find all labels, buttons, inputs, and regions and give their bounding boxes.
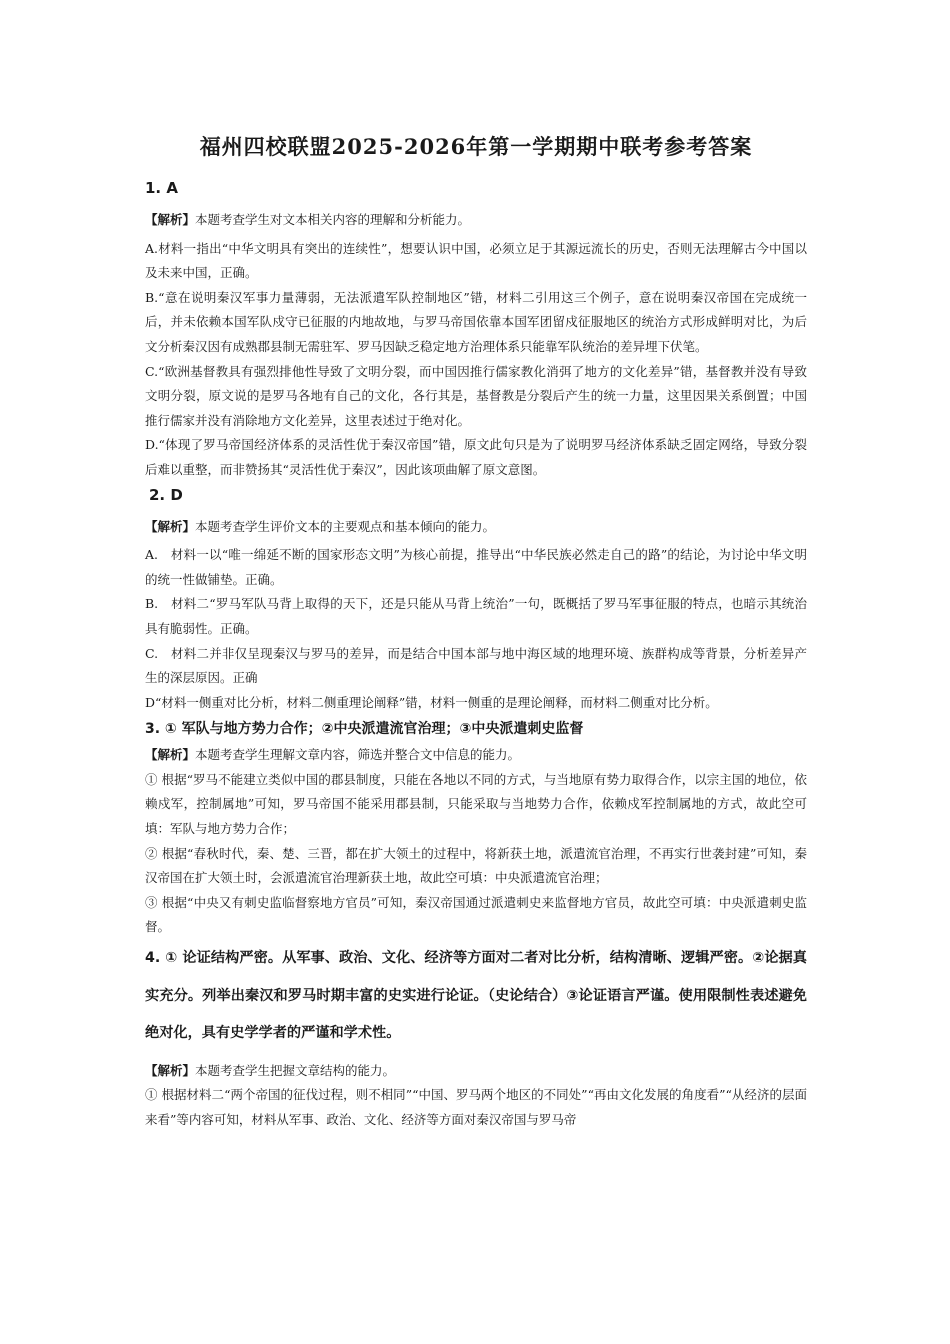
question-4-point-1: ① 根据材料二“两个帝国的征伐过程，则不相同”“中国、罗马两个地区的不同处”“再由文化发展的角度看”“从经济的层面来看”等内容可知，材料从军事、政治、文化、经济等方面对秦汉帝国与罗马帝 — [145, 1087, 807, 1127]
question-2-heading: 2. D — [149, 485, 183, 504]
question-1 — [145, 176, 807, 483]
question-4-analysis — [145, 1059, 807, 1084]
question-2-analysis — [145, 515, 807, 540]
question-2-option-b: B. 材料二“罗马军队马背上取得的天下，还是只能从马背上统治”一句，既概括了罗马军事征服的特点，也暗示其统治具有脆弱性。正确。 — [145, 596, 807, 636]
analysis-label: 【解析】 — [145, 1062, 196, 1078]
question-3-point-3: ③ 根据“中央又有刺史监临督察地方官员”可知，秦汉帝国通过派遣刺史来监督地方官员，故此空可填：中央派遣刺史监督。 — [145, 894, 807, 935]
analysis-label: 【解析】 — [145, 212, 196, 227]
question-4 — [145, 940, 807, 1132]
question-3-answer: 3. ① 军队与地方势力合作；②中央派遣流官治理；③中央派遣刺史监督 — [145, 721, 584, 738]
analysis-text: 本题考查学生理解文章内容，筛选并整合文中信息的能力。 — [195, 747, 521, 763]
question-3-point-1: ① 根据“罗马不能建立类似中国的郡县制度，只能在各地以不同的方式，与当地原有势力取得合作，以宗主国的地位，依赖戍军，控制属地”可知，罗马帝国不能采用郡县制，只能采取与当地势力合作，依赖戍军控制属地的方式，故此空可填：军队与地方势力合作； — [145, 771, 807, 837]
question-1-heading: 1. A — [145, 179, 178, 197]
document-content — [145, 130, 807, 1132]
question-4-answer: 4. ① 论证结构严密。从军事、政治、文化、经济等方面对二者对比分析，结构清晰、逻辑严密。②论据真实充分。列举出秦汉和罗马时期丰富的史实进行论证。（史论结合）③论证语言严谨。使用限制性表述避免绝对化，具有史学学者的严谨和学术性。 — [145, 950, 807, 1042]
question-1-option-c: C.“欧洲基督教具有强烈排他性导致了文明分裂，而中国因推行儒家教化消弭了地方的文化差异”错，基督教并没有导致文明分裂，原文说的是罗马各地有自己的文化，各行其是，基督教是分裂后产生的统一力量，这里因果关系倒置；中国推行儒家并没有消除地方文化差异，这里表述过于绝对化。 — [145, 363, 807, 428]
question-1-option-b: B.“意在说明秦汉军事力量薄弱，无法派遣军队控制地区”错，材料二引用这三个例子，意在说明秦汉帝国在完成统一后，并未依赖本国军队戍守已征服的内地故地，与罗马帝国依靠本国军团留戍征服地区的统治方式形成鲜明对比，为后文分析秦汉因有成熟郡县制无需驻军、罗马因缺乏稳定地方治理体系只能靠军队统治的差异埋下伏笔。 — [145, 289, 807, 354]
analysis-label: 【解析】 — [145, 518, 196, 534]
question-1-analysis — [145, 208, 807, 233]
question-1-option-a: A.材料一指出“中华文明具有突出的连续性”，想要认识中国，必须立足于其源远流长的历史，否则无法理解古今中国以及未来中国，正确。 — [145, 240, 807, 281]
question-3 — [145, 715, 807, 940]
question-2-option-d: D“材料一侧重对比分析，材料二侧重理论阐释”错，材料一侧重的是理论阐释，而材料二侧重对比分析。 — [145, 694, 718, 710]
question-1-option-d: D.“体现了罗马帝国经济体系的灵活性优于秦汉帝国”错，原文此句只是为了说明罗马经济体系缺乏固定网络，导致分裂后难以重整，而非赞扬其“灵活性优于秦汉”，因此该项曲解了原文意图。 — [145, 437, 807, 477]
question-3-analysis — [145, 743, 807, 768]
question-2-option-a: A. 材料一以“唯一绵延不断的国家形态文明”为核心前提，推导出“中华民族必然走自己的路”的结论，为讨论中华文明的统一性做铺垫。正确。 — [145, 547, 807, 587]
question-2 — [145, 483, 807, 716]
analysis-text: 本题考查学生评价文本的主要观点和基本倾向的能力。 — [195, 518, 496, 534]
question-3-point-2: ② 根据“春秋时代，秦、楚、三晋，都在扩大领土的过程中，将新获土地，派遣流官治理，不再实行世袭封建”可知，秦汉帝国在扩大领土时，会派遣流官治理新获土地，故此空可填：中央派遣流官治理； — [145, 845, 807, 886]
analysis-text: 本题考查学生对文本相关内容的理解和分析能力。 — [195, 212, 471, 227]
page-title: 福州四校联盟2025-2026年第一学期期中联考参考答案 — [199, 134, 753, 159]
question-2-option-c: C. 材料二并非仅呈现秦汉与罗马的差异，而是结合中国本部与地中海区域的地理环境、族群构成等背景，分析差异产生的深层原因。正确 — [145, 645, 807, 686]
analysis-text: 本题考查学生把握文章结构的能力。 — [195, 1062, 396, 1078]
analysis-label: 【解析】 — [145, 747, 196, 763]
